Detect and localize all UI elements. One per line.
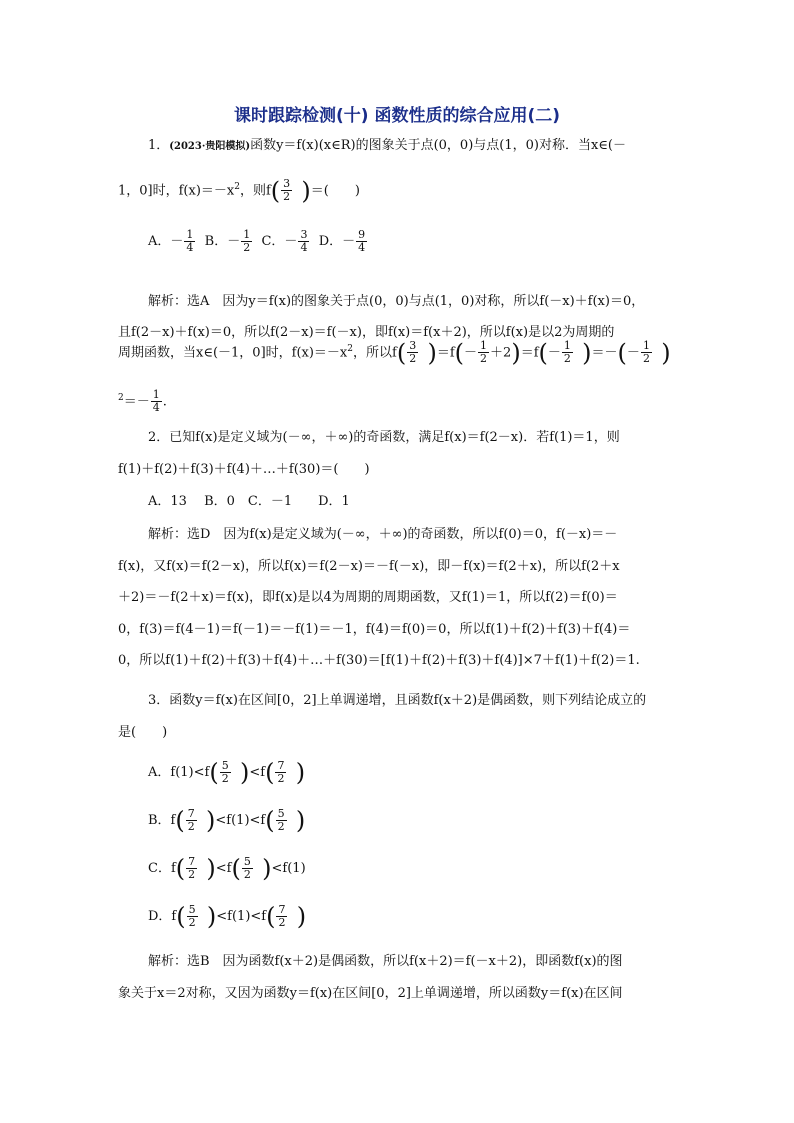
option-text: A．f(1)<f <box>148 765 210 780</box>
a1-text: － <box>626 345 640 361</box>
fraction <box>641 340 652 365</box>
denominator: 2 <box>563 352 571 366</box>
numerator: 3 <box>409 339 417 353</box>
option-c: C．－ <box>261 234 298 249</box>
fraction <box>187 904 198 929</box>
q1-options <box>148 229 368 254</box>
a1-text: ＝－ <box>123 394 150 410</box>
a3-line-2: 象关于x＝2对称，又因为函数y＝f(x)在区间[0，2]上单调递增，所以函数y＝f(x)在区间 <box>118 986 623 1001</box>
option-text: <f(1) <box>271 861 306 876</box>
numerator: 3 <box>283 177 291 191</box>
numerator: 9 <box>358 228 366 241</box>
paren-left: ( <box>231 854 241 883</box>
denominator: 2 <box>221 772 229 785</box>
exponent: 2 <box>118 393 124 403</box>
numerator: 1 <box>186 228 194 241</box>
option-text: B．f <box>148 813 176 828</box>
numerator: 5 <box>221 759 229 772</box>
paren-right: ) <box>427 338 437 367</box>
option-text: D．f <box>148 909 177 924</box>
paren-right: ) <box>296 902 307 931</box>
numerator: 7 <box>277 759 285 772</box>
fraction <box>407 340 418 365</box>
fraction <box>242 856 253 881</box>
paren-right: ) <box>582 338 592 367</box>
paren-left: ( <box>265 758 275 787</box>
a1-text: － <box>464 345 478 361</box>
a1-text: ＝－ <box>591 345 618 361</box>
numerator: 3 <box>300 228 308 241</box>
q1-text-3: ，则f <box>239 183 271 199</box>
paren-left: ( <box>396 338 407 367</box>
a1-text: ＋2 <box>490 345 512 361</box>
q3-line-2: 是( ) <box>118 725 168 740</box>
a2-line-1: 解析：选D 因为f(x)是定义域为(－∞，＋∞)的奇函数，所以f(0)＝0，f(－x)＝－ <box>148 527 618 542</box>
q1-source: (2023·贵阳模拟) <box>169 141 251 152</box>
exponent: 2 <box>347 344 353 354</box>
a2-line-3: ＋2)＝－f(2＋x)＝f(x)，即f(x)是以4为周期的周期函数，又f(1)＝1，所以f(2)＝f(0)＝ <box>118 590 618 605</box>
paren-left: ( <box>176 902 186 931</box>
numerator: 7 <box>278 903 286 916</box>
q3-line-1: 3．函数y＝f(x)在区间[0，2]上单调递增，且函数f(x＋2)是偶函数，则下列结论成立的 <box>148 693 647 708</box>
denominator: 2 <box>278 916 286 929</box>
fraction <box>186 856 197 881</box>
a1-text: － <box>547 345 561 361</box>
denominator: 2 <box>480 352 488 366</box>
fraction <box>220 760 231 785</box>
denominator: 4 <box>300 241 308 254</box>
a1-line-3 <box>118 340 671 365</box>
q1-line-1 <box>148 137 626 156</box>
fraction <box>241 229 252 254</box>
option-text: <f(1)<f <box>216 909 267 924</box>
paren-right: ) <box>295 806 306 835</box>
denominator: 2 <box>277 820 285 833</box>
paren-right: ) <box>295 758 306 787</box>
a3-line-1: 解析：选B 因为函数f(x＋2)是偶函数，所以f(x＋2)＝f(－x＋2)，即函数f(x)的图 <box>148 954 623 969</box>
fraction <box>184 229 195 254</box>
option-text: <f <box>215 861 232 876</box>
a2-line-4: 0，f(3)＝f(4－1)＝f(－1)＝－f(1)＝－1，f(4)＝f(0)＝0，所以f(1)＋f(2)＋f(3)＋f(4)＝ <box>118 622 631 637</box>
paren-left: ( <box>266 902 276 931</box>
option-a: A．－ <box>148 234 184 249</box>
q1-text: 函数y＝f(x)(x∈R)的图象关于点(0，0)与点(1，0)对称．当x∈(－ <box>250 138 626 153</box>
denominator: 2 <box>188 916 196 929</box>
a1-line-4 <box>118 389 167 414</box>
a1-text: ＝f <box>436 345 455 361</box>
q1-exponent: 2 <box>234 182 240 192</box>
option-text: C．f <box>148 861 176 876</box>
denominator: 4 <box>358 241 366 254</box>
a1-text: . <box>162 394 167 410</box>
a2-line-5: 0，所以f(1)＋f(2)＋f(3)＋f(4)＋…＋f(30)＝[f(1)＋f(2)＋f(3)＋f(4)]×7＋f(1)＋f(2)＝1. <box>118 653 640 668</box>
paren-left: ( <box>175 806 185 835</box>
fraction <box>298 229 309 254</box>
paren-left: ( <box>175 854 186 883</box>
paren-left: ( <box>617 338 627 367</box>
fraction <box>478 340 489 365</box>
paren-right: ) <box>511 338 521 367</box>
paren-left: ( <box>209 758 219 787</box>
numerator: 5 <box>188 903 196 916</box>
q2-options: A．13 B．0 C．－1 D．1 <box>148 494 350 509</box>
paren-right: ) <box>206 854 216 883</box>
paren-right: ) <box>239 758 250 787</box>
q3-option-d <box>148 904 306 929</box>
numerator: 1 <box>563 339 571 353</box>
page-title: 课时跟踪检测(十) 函数性质的综合应用(二) <box>234 106 560 126</box>
option-text: <f(1)<f <box>215 813 266 828</box>
denominator: 4 <box>186 241 194 254</box>
a1-text: 周期函数，当x∈(－1，0]时，f(x)＝－x <box>118 345 348 361</box>
fraction <box>562 340 573 365</box>
a2-line-2: f(x)，又f(x)＝f(2－x)，所以f(x)＝f(2－x)＝－f(－x)，即－f(x)＝f(2＋x)，所以f(2＋x <box>118 559 620 574</box>
q1-number: 1． <box>148 138 170 153</box>
numerator: 1 <box>152 388 160 402</box>
a1-text: ＝f <box>520 345 539 361</box>
paren-right: ) <box>661 338 671 367</box>
numerator: 5 <box>277 807 285 820</box>
fraction <box>276 904 287 929</box>
fraction <box>276 808 287 833</box>
denominator: 2 <box>283 190 291 204</box>
paren-left: ( <box>265 806 275 835</box>
paren-left: ( <box>538 338 548 367</box>
fraction <box>281 178 292 203</box>
denominator: 2 <box>188 868 196 881</box>
option-text: <f <box>249 765 266 780</box>
q1-text-2: 1，0]时，f(x)＝－x <box>118 183 235 199</box>
paren-right: ) <box>206 902 217 931</box>
paren-left: ( <box>454 338 465 367</box>
a1-line-2: 且f(2－x)＋f(x)＝0，所以f(2－x)＝f(－x)，即f(x)＝f(x＋2)，所以f(x)是以2为周期的 <box>118 325 615 340</box>
numerator: 1 <box>642 339 650 353</box>
paren-right: ) <box>206 806 216 835</box>
paren-right: ) <box>262 854 272 883</box>
numerator: 7 <box>188 855 196 868</box>
numerator: 7 <box>187 807 195 820</box>
a1-text: ，所以f <box>353 345 397 361</box>
fraction <box>186 808 197 833</box>
denominator: 2 <box>243 868 251 881</box>
q1-line-2 <box>118 178 360 203</box>
numerator: 1 <box>480 339 488 353</box>
fraction <box>151 389 162 414</box>
denominator: 2 <box>642 352 650 366</box>
q2-line-2: f(1)＋f(2)＋f(3)＋f(4)＋…＋f(30)＝( ) <box>118 462 370 477</box>
q3-option-c <box>148 856 306 881</box>
denominator: 2 <box>187 820 195 833</box>
paren-right: ) <box>301 176 311 205</box>
paren-left: ( <box>270 176 281 205</box>
denominator: 2 <box>277 772 285 785</box>
denominator: 4 <box>152 401 160 415</box>
q3-option-a <box>148 760 305 785</box>
numerator: 5 <box>243 855 251 868</box>
q2-line-1: 2．已知f(x)是定义域为(－∞，＋∞)的奇函数，满足f(x)＝f(2－x)．若f(1)＝1，则 <box>148 430 620 445</box>
a1-line-1: 解析：选A 因为y＝f(x)的图象关于点(0，0)与点(1，0)对称，所以f(－x)＋f(x)＝0， <box>148 294 645 309</box>
option-b: B．－ <box>204 234 241 249</box>
q3-option-b <box>148 808 305 833</box>
option-d: D．－ <box>318 234 356 249</box>
denominator: 2 <box>243 241 251 254</box>
fraction <box>356 229 367 254</box>
denominator: 2 <box>409 352 417 366</box>
numerator: 1 <box>243 228 251 241</box>
fraction <box>275 760 286 785</box>
q1-text-4: ＝( ) <box>310 183 360 199</box>
